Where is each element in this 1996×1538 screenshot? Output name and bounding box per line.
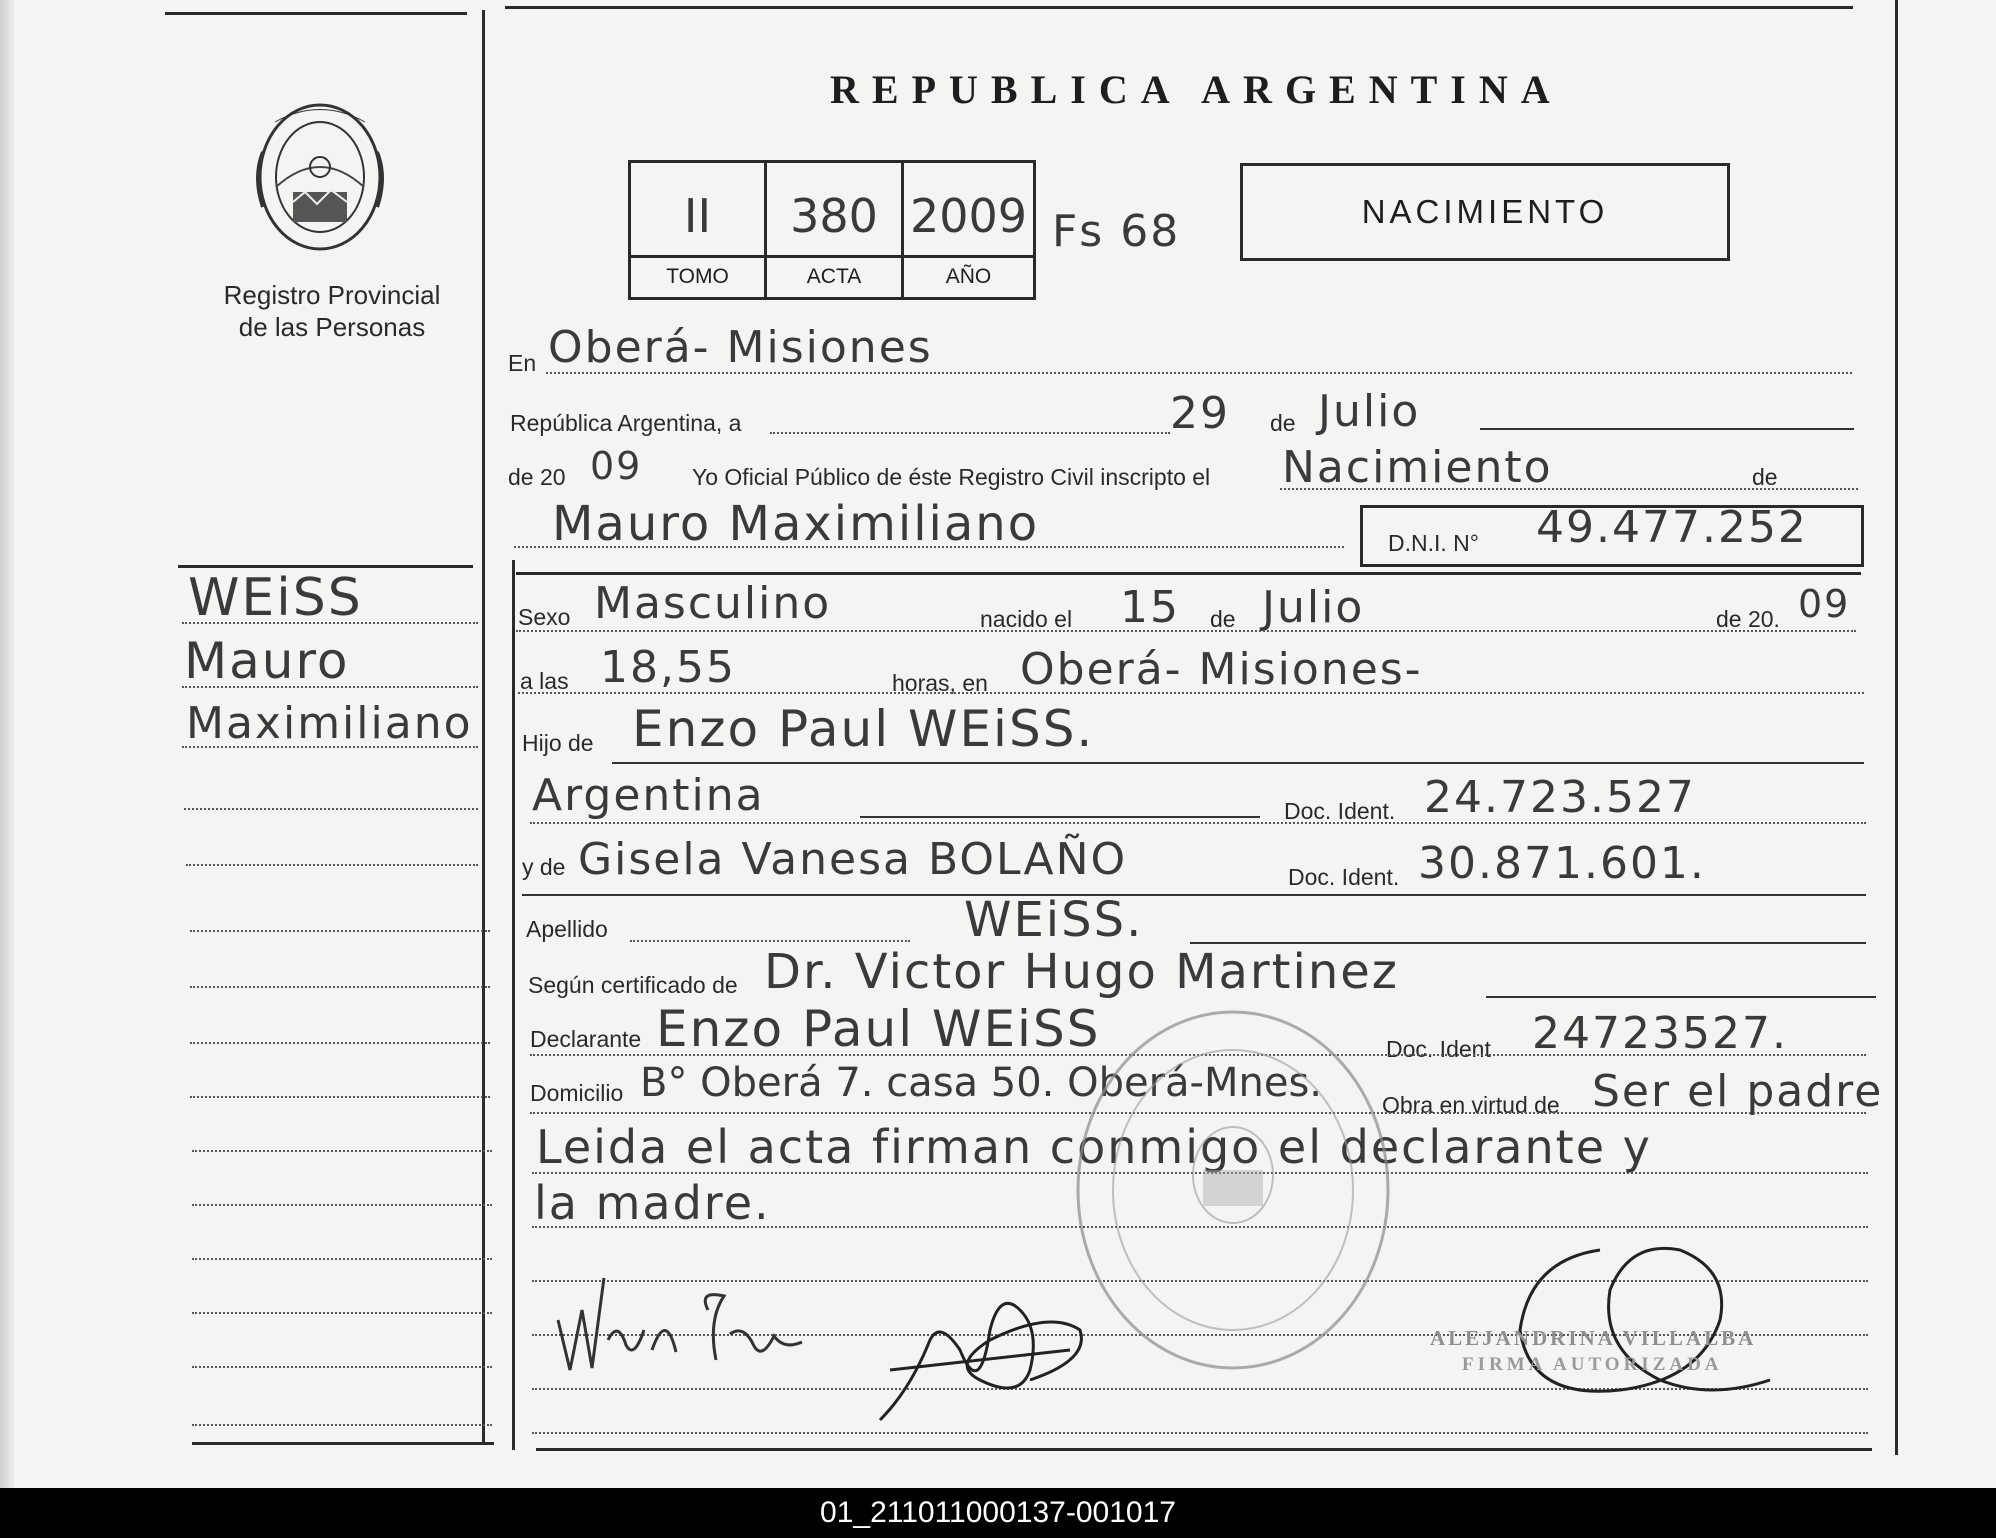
left-dotline xyxy=(184,808,478,810)
apellido-dotline xyxy=(630,940,910,942)
folio-note: Fs 68 xyxy=(1052,206,1181,257)
anio-cell xyxy=(904,163,1033,297)
nombre-dotline xyxy=(514,546,1344,548)
tomo-value: II xyxy=(683,189,712,243)
sexo-dotline xyxy=(516,630,1856,632)
registry-line2: de las Personas xyxy=(238,312,426,342)
de200-label: de 20. xyxy=(1716,606,1780,632)
right-border xyxy=(1895,0,1898,1455)
sexo-label: Sexo xyxy=(518,604,571,630)
nombre-value: Mauro Maximiliano xyxy=(552,496,1040,552)
apellido-value: WEiSS. xyxy=(964,892,1144,948)
tomo-label: TOMO xyxy=(666,265,729,288)
signature-madre-icon xyxy=(870,1270,1100,1440)
declarante-value: Enzo Paul WEiSS xyxy=(656,1000,1101,1058)
official-stamp-line1: ALEJANDRINA VILLALBA xyxy=(1430,1326,1757,1350)
padre-value: Enzo Paul WEiSS. xyxy=(632,700,1095,758)
left-dotline xyxy=(190,930,490,932)
left-dotline xyxy=(192,1424,492,1426)
dni-label: D.N.I. N° xyxy=(1388,530,1479,556)
obra-value: Ser el padre xyxy=(1592,1066,1884,1117)
year-suffix: 09 xyxy=(590,444,643,488)
obs-line2: la madre. xyxy=(534,1176,771,1230)
nac-dotline xyxy=(530,822,1866,824)
registry-line1: Registro Provincial xyxy=(223,280,441,310)
horas-label: horas, en xyxy=(892,670,988,696)
doc1-value: 24.723.527 xyxy=(1424,772,1696,823)
left-dotline xyxy=(182,622,478,624)
obs-dotline xyxy=(532,1432,1868,1434)
provincial-seal-icon xyxy=(245,92,395,262)
alas-dotline xyxy=(518,692,1864,694)
doc1-label: Doc. Ident. xyxy=(1284,798,1396,824)
de2-label: de xyxy=(1752,464,1778,490)
en-label: En xyxy=(508,350,537,376)
sexo-value: Masculino xyxy=(594,578,832,629)
obs-line1: Leida el acta firman conmigo el declarante y xyxy=(536,1120,1652,1174)
inscripto-dotline xyxy=(1280,488,1858,490)
doc2-label: Doc. Ident. xyxy=(1288,864,1400,890)
official-stamp-line2: FIRMA AUTORIZADA xyxy=(1462,1354,1723,1375)
nacido-label: nacido el xyxy=(980,606,1073,632)
doc2-value: 30.871.601. xyxy=(1418,838,1706,889)
left-dotline xyxy=(192,1366,492,1368)
madre-line xyxy=(522,894,1866,896)
footer-id-bar: 01_211011000137-001017 xyxy=(0,1488,1996,1538)
nacido-month: Julio xyxy=(1262,582,1365,633)
grid-rule xyxy=(631,255,1033,258)
left-dotline xyxy=(192,1150,492,1152)
inner-divider xyxy=(512,560,515,1450)
month-value: Julio xyxy=(1318,386,1421,437)
acta-grid xyxy=(628,160,1036,300)
apellido-label: Apellido xyxy=(526,916,608,942)
segun-label: Según certificado de xyxy=(528,972,738,998)
acta-cell xyxy=(767,163,904,297)
column-divider xyxy=(482,10,485,1445)
acta-value: 380 xyxy=(790,189,878,243)
hora-value: 18,55 xyxy=(600,642,736,693)
domicilio-value: B° Oberá 7. casa 50. Oberá-Mnes. xyxy=(640,1060,1322,1106)
signature-oficial-icon xyxy=(1500,1230,1780,1420)
dni-value: 49.477.252 xyxy=(1536,502,1808,553)
left-dotline xyxy=(182,746,478,748)
hijo-label: Hijo de xyxy=(522,730,594,756)
registry-stamp-icon xyxy=(1068,1000,1398,1380)
yde-label: y de xyxy=(522,854,566,880)
rep-dotline xyxy=(770,432,1170,434)
de3-label: de xyxy=(1210,606,1236,632)
form-section-rule xyxy=(516,572,1861,575)
anio-value: 2009 xyxy=(909,189,1028,243)
page-title: REPUBLICA ARGENTINA xyxy=(830,67,1563,112)
main-top-rule xyxy=(505,6,1853,9)
day-value: 29 xyxy=(1170,388,1230,439)
anio-label: AÑO xyxy=(945,265,992,288)
left-bottom-rule xyxy=(192,1442,494,1445)
month-line xyxy=(1480,428,1854,430)
left-dotline xyxy=(192,1204,492,1206)
nacido-day: 15 xyxy=(1120,582,1180,633)
domicilio-label: Domicilio xyxy=(530,1080,624,1106)
alas-label: a las xyxy=(520,668,569,694)
declarante-label: Declarante xyxy=(530,1026,642,1052)
record-type-box: NACIMIENTO xyxy=(1240,163,1730,261)
nacido-year: 09 xyxy=(1798,582,1851,626)
left-dotline xyxy=(192,1312,492,1314)
madre-value: Gisela Vanesa BOLAÑO xyxy=(578,834,1128,885)
left-dotline xyxy=(190,1096,490,1098)
left-dotline xyxy=(190,1042,490,1044)
left-top-rule xyxy=(165,12,467,15)
padre-line xyxy=(612,762,1864,764)
lugar-value: Oberá- Misiones- xyxy=(1020,644,1423,695)
tomo-cell xyxy=(631,163,767,297)
left-dotline xyxy=(192,1258,492,1260)
left-name2: Maximiliano xyxy=(186,698,473,749)
nac-line xyxy=(860,816,1260,818)
de-label: de xyxy=(1270,410,1296,436)
rep-label: República Argentina, a xyxy=(510,410,742,436)
doc3-label: Doc. Ident xyxy=(1386,1036,1491,1062)
medico-line xyxy=(1486,996,1876,998)
page-binding-edge xyxy=(0,0,14,1488)
doc3-value: 24723527. xyxy=(1532,1008,1788,1059)
en-dotline xyxy=(546,372,1852,374)
left-surname: WEiSS xyxy=(188,568,363,628)
medico-value: Dr. Victor Hugo Martinez xyxy=(764,944,1399,1000)
acta-label: ACTA xyxy=(806,265,862,288)
main-bottom-rule xyxy=(536,1448,1872,1451)
oficial-label: Yo Oficial Público de éste Registro Civil inscripto el xyxy=(692,464,1211,490)
obra-label: Obra en virtud de xyxy=(1382,1092,1560,1118)
de20-label: de 20 xyxy=(508,464,566,490)
signature-declarante-icon xyxy=(548,1250,818,1380)
left-dotline xyxy=(186,864,478,866)
en-value: Oberá- Misiones xyxy=(548,322,933,373)
nacionalidad-value: Argentina xyxy=(532,770,765,821)
left-dotline xyxy=(190,986,490,988)
left-dotline xyxy=(182,686,478,688)
inscripto-value: Nacimiento xyxy=(1282,442,1553,493)
left-name1: Mauro xyxy=(184,632,350,690)
